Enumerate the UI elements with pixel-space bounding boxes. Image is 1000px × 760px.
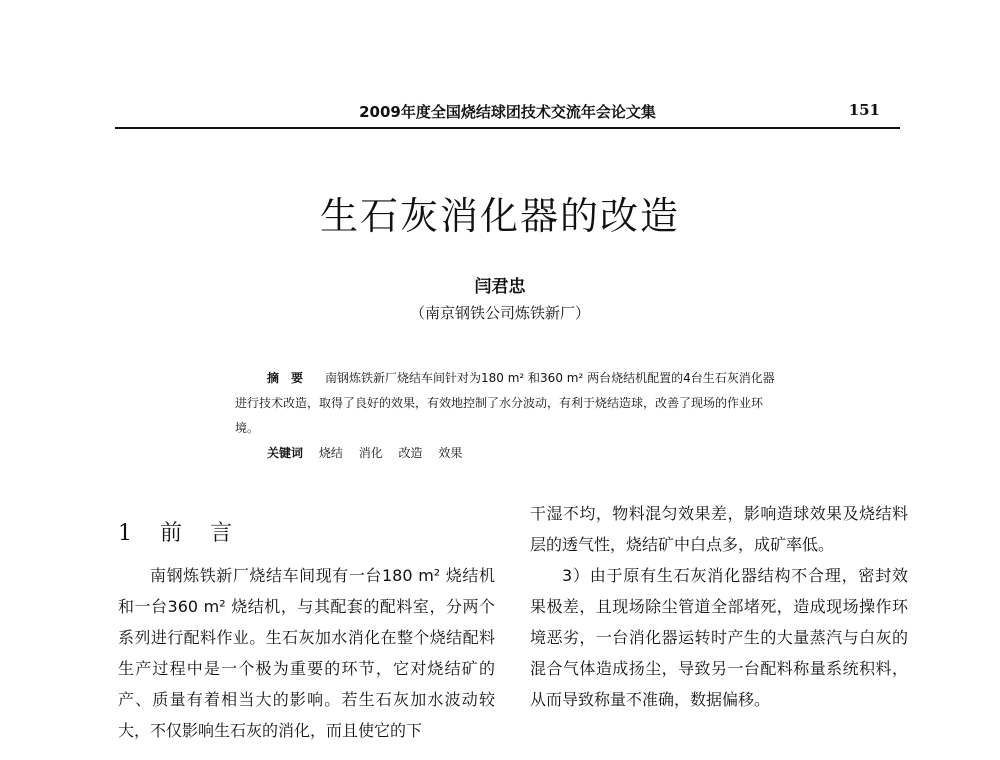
page-number: 151 bbox=[848, 101, 880, 119]
abstract-text: 南钢炼铁新厂烧结车间针对为180 m² 和360 m² 两台烧结机配置的4台生石灰消化器进行技术改造，取得了良好的效果，有效地控制了水分波动，有利于烧结造球，改善了现场的作业环境。 bbox=[235, 371, 775, 435]
abstract bbox=[235, 366, 775, 441]
keywords-label: 关键词 bbox=[267, 446, 304, 460]
keyword: 改造 bbox=[398, 446, 423, 460]
body-paragraph: 3）由于原有生石灰消化器结构不合理，密封效果极差，且现场除尘管道全部堵死，造成现场操作环境恶劣，一台消化器运转时产生的大量蒸汽与白灰的混合气体造成扬尘，导致另一台配料称量系统积料，从而导致称量不准确，数据偏移。 bbox=[530, 566, 908, 709]
section-name: 前言 bbox=[160, 521, 261, 546]
keyword: 效果 bbox=[438, 446, 463, 460]
keyword: 烧结 bbox=[318, 446, 343, 460]
author-name: 闫君忠 bbox=[474, 277, 526, 297]
running-title: 2009年度全国烧结球团技术交流年会论文集 bbox=[359, 103, 656, 121]
section-number: 1 bbox=[118, 521, 136, 546]
keywords bbox=[267, 444, 474, 461]
running-head bbox=[115, 97, 900, 129]
left-column bbox=[118, 560, 495, 746]
keyword: 消化 bbox=[358, 446, 383, 460]
abstract-label: 摘要 bbox=[267, 371, 316, 385]
body-paragraph: 干湿不均，物料混匀效果差，影响造球效果及烧结料层的透气性，烧结矿中白点多，成矿率低。 bbox=[530, 504, 908, 554]
article-title: 生石灰消化器的改造 bbox=[319, 194, 680, 238]
author-affiliation: （南京钢铁公司炼铁新厂） bbox=[409, 304, 590, 322]
right-column bbox=[530, 498, 908, 715]
body-paragraph: 南钢炼铁新厂烧结车间现有一台180 m² 烧结机和一台360 m² 烧结机，与其配套的配料室，分两个系列进行配料作业。生石灰加水消化在整个烧结配料生产过程中是一个极为重要的环节，它对烧结矿的产、质量有着相当大的影响。若生石灰加水波动较大，不仅影响生石灰的消化，而且使它的下 bbox=[118, 566, 495, 740]
section-heading bbox=[118, 516, 260, 547]
